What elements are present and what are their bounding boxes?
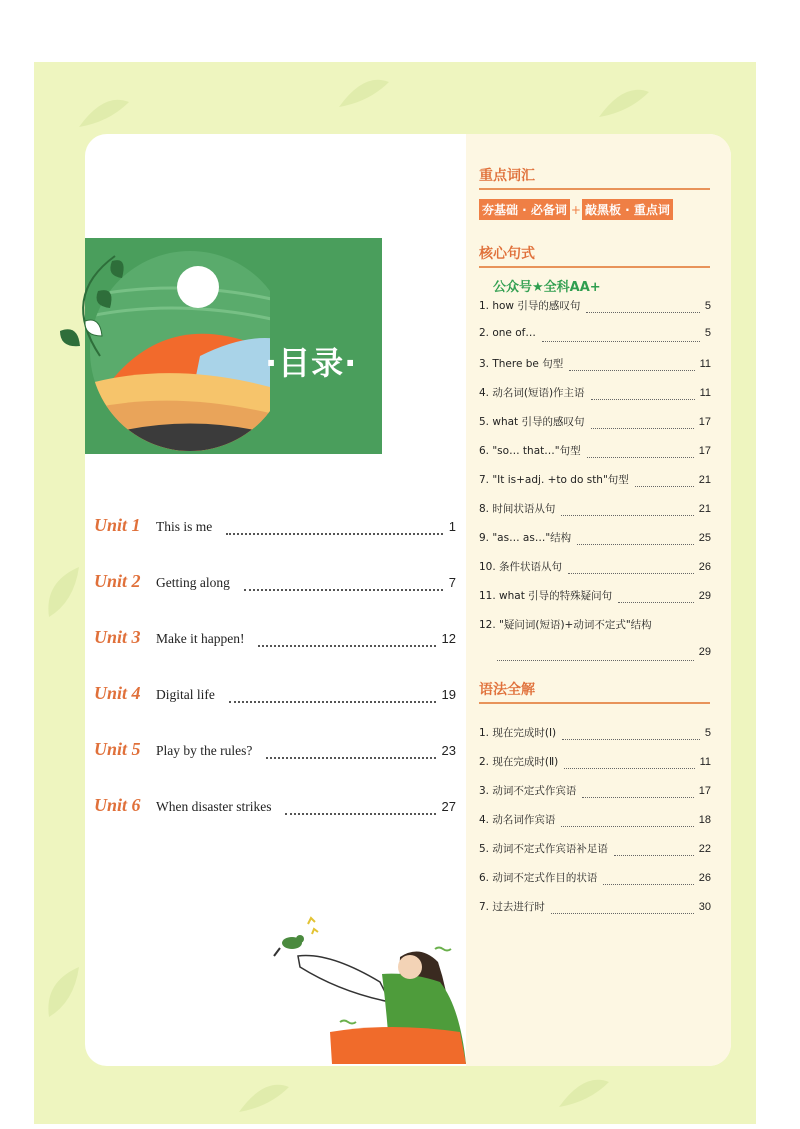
item-page: 21 bbox=[698, 474, 711, 486]
item-page: 21 bbox=[698, 503, 711, 515]
unit-row-6[interactable] bbox=[94, 795, 456, 819]
item-page: 5 bbox=[704, 327, 711, 339]
grammar-item-1[interactable] bbox=[479, 725, 711, 743]
item-page: 30 bbox=[698, 901, 711, 913]
item-text: 6. 动词不定式作目的状语 bbox=[479, 872, 598, 884]
leaf-decoration-icon bbox=[594, 82, 654, 122]
unit-page: 12 bbox=[441, 631, 456, 646]
leaf-decoration-icon bbox=[334, 72, 394, 112]
unit-title: This is me bbox=[156, 519, 213, 534]
unit-title: When disaster strikes bbox=[156, 799, 272, 814]
unit-title: Make it happen! bbox=[156, 631, 245, 646]
leader-dots bbox=[551, 912, 694, 914]
toc-title: ·目录· bbox=[265, 344, 358, 382]
unit-row-1[interactable] bbox=[94, 515, 456, 539]
unit-page: 7 bbox=[448, 575, 456, 590]
sentence-item-12-continuation[interactable] bbox=[497, 646, 711, 664]
person-with-bird-illustration-icon bbox=[270, 912, 466, 1064]
sentence-item-10[interactable] bbox=[479, 559, 711, 577]
leader-dots bbox=[569, 369, 694, 371]
item-page: 17 bbox=[698, 416, 711, 428]
leader-dots bbox=[561, 514, 693, 516]
item-text: 5. what 引导的感叹句 bbox=[479, 416, 585, 428]
leader-dots bbox=[258, 644, 435, 647]
leader-dots bbox=[497, 659, 694, 661]
item-page: 25 bbox=[698, 532, 711, 544]
leader-dots bbox=[577, 543, 694, 545]
grammar-item-4[interactable] bbox=[479, 812, 711, 830]
item-text: 9. "as… as…"结构 bbox=[479, 532, 572, 544]
leader-dots bbox=[618, 601, 694, 603]
sentence-item-12[interactable] bbox=[479, 617, 711, 635]
leader-dots bbox=[562, 738, 700, 740]
unit-title: Getting along bbox=[156, 575, 230, 590]
item-text: 12. "疑问词(短语)+动词不定式"结构 bbox=[479, 619, 652, 631]
leader-dots bbox=[564, 767, 694, 769]
vocab-heading: 重点词汇 bbox=[479, 165, 710, 190]
leader-dots bbox=[635, 485, 694, 487]
leader-dots bbox=[587, 456, 694, 458]
grammar-item-6[interactable] bbox=[479, 870, 711, 888]
sentence-item-3[interactable] bbox=[479, 356, 711, 374]
unit-title: Play by the rules? bbox=[156, 743, 253, 758]
unit-title: Digital life bbox=[156, 687, 215, 702]
item-text: 5. 动词不定式作宾语补足语 bbox=[479, 843, 608, 855]
unit-row-5[interactable] bbox=[94, 739, 456, 763]
unit-page: 19 bbox=[441, 687, 456, 702]
item-text: 2. one of… bbox=[479, 327, 536, 339]
unit-label: Unit 3 bbox=[94, 627, 141, 647]
leader-dots bbox=[561, 825, 693, 827]
item-text: 7. 过去进行时 bbox=[479, 901, 545, 913]
item-text: 1. 现在完成时(Ⅰ) bbox=[479, 727, 557, 739]
leader-dots bbox=[542, 340, 700, 342]
leaf-decoration-icon bbox=[234, 1077, 294, 1117]
item-text: 8. 时间状语从句 bbox=[479, 503, 556, 515]
item-page: 11 bbox=[699, 387, 711, 399]
plus-sign: + bbox=[570, 202, 581, 217]
grammar-item-2[interactable] bbox=[479, 754, 711, 772]
leader-dots bbox=[591, 398, 695, 400]
landscape-illustration-icon bbox=[40, 236, 270, 456]
unit-row-3[interactable] bbox=[94, 627, 456, 651]
sentence-item-11[interactable] bbox=[479, 588, 711, 606]
leader-dots bbox=[229, 700, 436, 703]
sentence-item-4[interactable] bbox=[479, 385, 711, 403]
item-text: 4. 动名词作宾语 bbox=[479, 814, 556, 826]
item-text: 6. "so… that…"句型 bbox=[479, 445, 581, 457]
item-page: 26 bbox=[698, 872, 711, 884]
item-page: 17 bbox=[698, 785, 711, 797]
item-page: 5 bbox=[704, 727, 711, 739]
unit-label: Unit 2 bbox=[94, 571, 141, 591]
leader-dots bbox=[244, 588, 443, 591]
item-text: 1. how 引导的感叹句 bbox=[479, 300, 581, 312]
item-text: 2. 现在完成时(Ⅱ) bbox=[479, 756, 559, 768]
leaf-decoration-icon bbox=[44, 962, 84, 1022]
unit-label: Unit 6 bbox=[94, 795, 141, 815]
unit-page: 23 bbox=[441, 743, 456, 758]
sentence-item-7[interactable] bbox=[479, 472, 711, 490]
item-text: 3. 动词不定式作宾语 bbox=[479, 785, 577, 797]
leader-dots bbox=[614, 854, 694, 856]
item-page: 17 bbox=[698, 445, 711, 457]
leader-dots bbox=[266, 756, 435, 759]
unit-label: Unit 5 bbox=[94, 739, 141, 759]
unit-page: 27 bbox=[441, 799, 456, 814]
sentence-item-5[interactable] bbox=[479, 414, 711, 432]
grammar-item-7[interactable] bbox=[479, 899, 711, 917]
unit-page: 1 bbox=[448, 519, 456, 534]
leader-dots bbox=[285, 812, 435, 815]
vocab-tags bbox=[479, 199, 673, 220]
item-text: 3. There be 句型 bbox=[479, 358, 564, 370]
grammar-item-5[interactable] bbox=[479, 841, 711, 859]
leaf-decoration-icon bbox=[554, 1072, 614, 1112]
unit-row-4[interactable] bbox=[94, 683, 456, 707]
item-page: 22 bbox=[698, 843, 711, 855]
grammar-item-3[interactable] bbox=[479, 783, 711, 801]
sentence-item-9[interactable] bbox=[479, 530, 711, 548]
sentences-heading: 核心句式 bbox=[479, 243, 710, 268]
vocab-tag-key[interactable]: 敲黑板 · 重点词 bbox=[582, 199, 673, 220]
leaf-decoration-icon bbox=[44, 562, 84, 622]
item-text: 4. 动名词(短语)作主语 bbox=[479, 387, 585, 399]
item-page: 26 bbox=[698, 561, 711, 573]
leader-dots bbox=[226, 532, 443, 535]
leaf-decoration-icon bbox=[74, 92, 134, 132]
unit-label: Unit 4 bbox=[94, 683, 141, 703]
item-page: 29 bbox=[698, 590, 711, 602]
leader-dots bbox=[586, 311, 700, 313]
item-text: 10. 条件状语从句 bbox=[479, 561, 563, 573]
item-text: 11. what 引导的特殊疑问句 bbox=[479, 590, 613, 602]
watermark-text: 公众号★全科AA+ bbox=[493, 280, 601, 295]
sentence-item-1[interactable] bbox=[479, 298, 711, 316]
item-page: 11 bbox=[699, 756, 711, 768]
sentence-item-2[interactable] bbox=[479, 327, 711, 345]
item-page: 5 bbox=[704, 300, 711, 312]
item-page: 29 bbox=[698, 646, 711, 658]
leader-dots bbox=[568, 572, 694, 574]
sentence-item-8[interactable] bbox=[479, 501, 711, 519]
item-page: 11 bbox=[699, 358, 711, 370]
sentence-item-6[interactable] bbox=[479, 443, 711, 461]
vocab-tag-basic[interactable]: 夯基础 · 必备词 bbox=[479, 199, 570, 220]
unit-row-2[interactable] bbox=[94, 571, 456, 595]
leader-dots bbox=[591, 427, 694, 429]
unit-label: Unit 1 bbox=[94, 515, 141, 535]
item-text: 7. "It is+adj. +to do sth"句型 bbox=[479, 474, 629, 486]
item-page: 18 bbox=[698, 814, 711, 826]
leader-dots bbox=[582, 796, 693, 798]
grammar-heading: 语法全解 bbox=[479, 679, 710, 704]
leader-dots bbox=[603, 883, 693, 885]
